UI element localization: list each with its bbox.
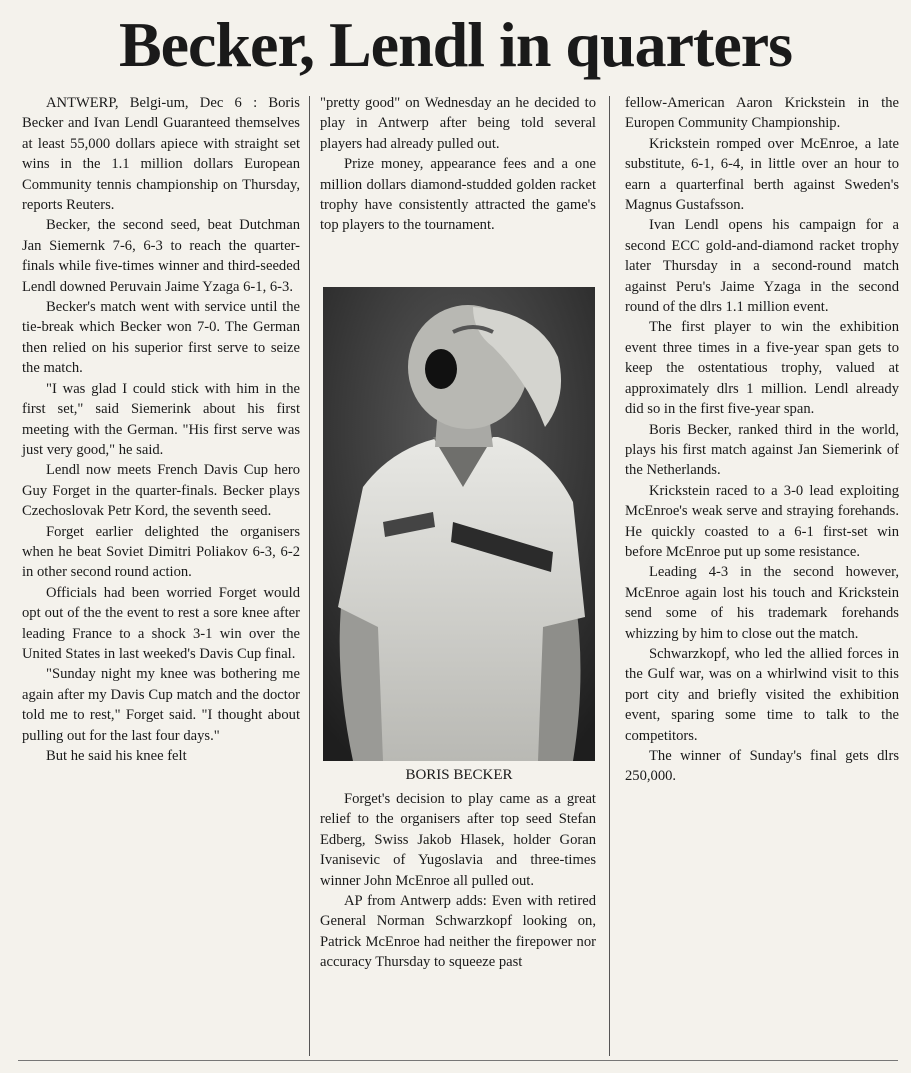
paragraph: Krickstein raced to a 3-0 lead exploiting McEnroe's weak serve and straying forehands. He quickly coasted to a 6-1 first-set win before McEnroe put up some resistance. [625, 482, 899, 560]
paragraph: ANTWERP, Belgi-um, Dec 6 : Boris Becker and Ivan Lendl Guaranteed themselves at least 55,000 dollars apiece with straight set wins in the 1.1 million dollars European Community tennis championship on Thursday, reports Reuters. [22, 95, 300, 214]
photo-caption: BORIS BECKER [405, 767, 513, 783]
paragraph: "Sunday night my knee was bothering me again after my Davis Cup match and the doctor told me to rest," Forget said. "I thought about pulling out for the last four days." [22, 666, 300, 744]
player-photo-illustration [323, 287, 595, 761]
paragraph: Boris Becker, ranked third in the world, plays his first match against Jan Siemerink of the Netherlands. [625, 421, 899, 479]
paragraph: Krickstein romped over McEnroe, a late substitute, 6-1, 6-4, in little over an hour to earn a quarterfinal berth against Sweden's Magnus Gustafsson. [625, 135, 899, 214]
headline: Becker, Lendl in quarters [118, 9, 793, 80]
article-column-3 [625, 93, 899, 787]
paragraph: Schwarzkopf, who led the allied forces in the Gulf war, was on a whirlwind visit to this port city and briefly visited the exhibition event, sparing some time to talk to the competitors. [625, 645, 899, 744]
column-divider [309, 96, 310, 1056]
bottom-rule [18, 1060, 898, 1061]
paragraph: "pretty good" on Wednesday an he decided to play in Antwerp after being told several players had already pulled out. [320, 95, 596, 152]
paragraph: "I was glad I could stick with him in the first set," said Siemerink about his first meeting with the German. "His first serve was just very good," he said. [22, 380, 300, 458]
paragraph: AP from Antwerp adds: Even with retired General Norman Schwarzkopf looking on, Patrick McEnroe had neither the firepower nor accuracy Thursday to squeeze past [320, 893, 596, 971]
paragraph: Prize money, appearance fees and a one million dollars diamond-studded golden racket trophy have consistently attracted the game's top players to the tournament. [320, 156, 596, 234]
paragraph: fellow-American Aaron Krickstein in the Europen Community Championship. [625, 95, 899, 132]
paragraph: Officials had been worried Forget would opt out of the the event to rest a sore knee after leading France to a shock 3-1 win over the United States in last weeked's Davis Cup final. [22, 584, 300, 662]
paragraph: Becker's match went with service until the tie-break which Becker won 7-0. The German then relied on his superior first serve to seize the match. [22, 299, 300, 377]
column-divider [609, 96, 610, 1056]
paragraph: Ivan Lendl opens his campaign for a second ECC gold-and-diamond racket trophy later Thursday in a second-round match against Peru's Jaime Yzaga in the second round of the dlrs 1.1 million event. [625, 217, 899, 316]
paragraph: Becker, the second seed, beat Dutchman Jan Siemernk 7-6, 6-3 to reach the quarter-finals while five-times winner and third-seeded Lendl downed Peruvain Jaime Yzaga 6-1, 6-3. [22, 217, 300, 295]
paragraph: Forget's decision to play came as a great relief to the organisers after top seed Stefan Edberg, Swiss Jakob Hlasek, holder Goran Ivanisevic of Yugoslavia and three-times winner John McEnroe all pulled out. [320, 791, 596, 889]
photo-boris-becker [323, 287, 595, 761]
paragraph: The winner of Sunday's final gets dlrs 250,000. [625, 748, 899, 785]
paragraph: Forget earlier delighted the organisers when he beat Soviet Dimitri Poliakov 6-3, 6-2 in other second round action. [22, 523, 300, 581]
paragraph: The first player to win the exhibition event three times in a five-year span gets to keep the ostentatious trophy, valued at approximately dlrs 1 million. Lendl already did so in the first five-year span. [625, 319, 899, 418]
paragraph: Leading 4-3 in the second however, McEnroe again lost his touch and Krickstein send some of his trademark forehands whizzing by him to close out the match. [625, 564, 899, 642]
article-column-1 [22, 93, 300, 766]
paragraph: Lendl now meets French Davis Cup hero Guy Forget in the quarter-finals. Becker plays Czechoslovak Petr Kord, the seventh seed. [22, 462, 300, 520]
paragraph: But he said his knee felt [46, 748, 187, 764]
